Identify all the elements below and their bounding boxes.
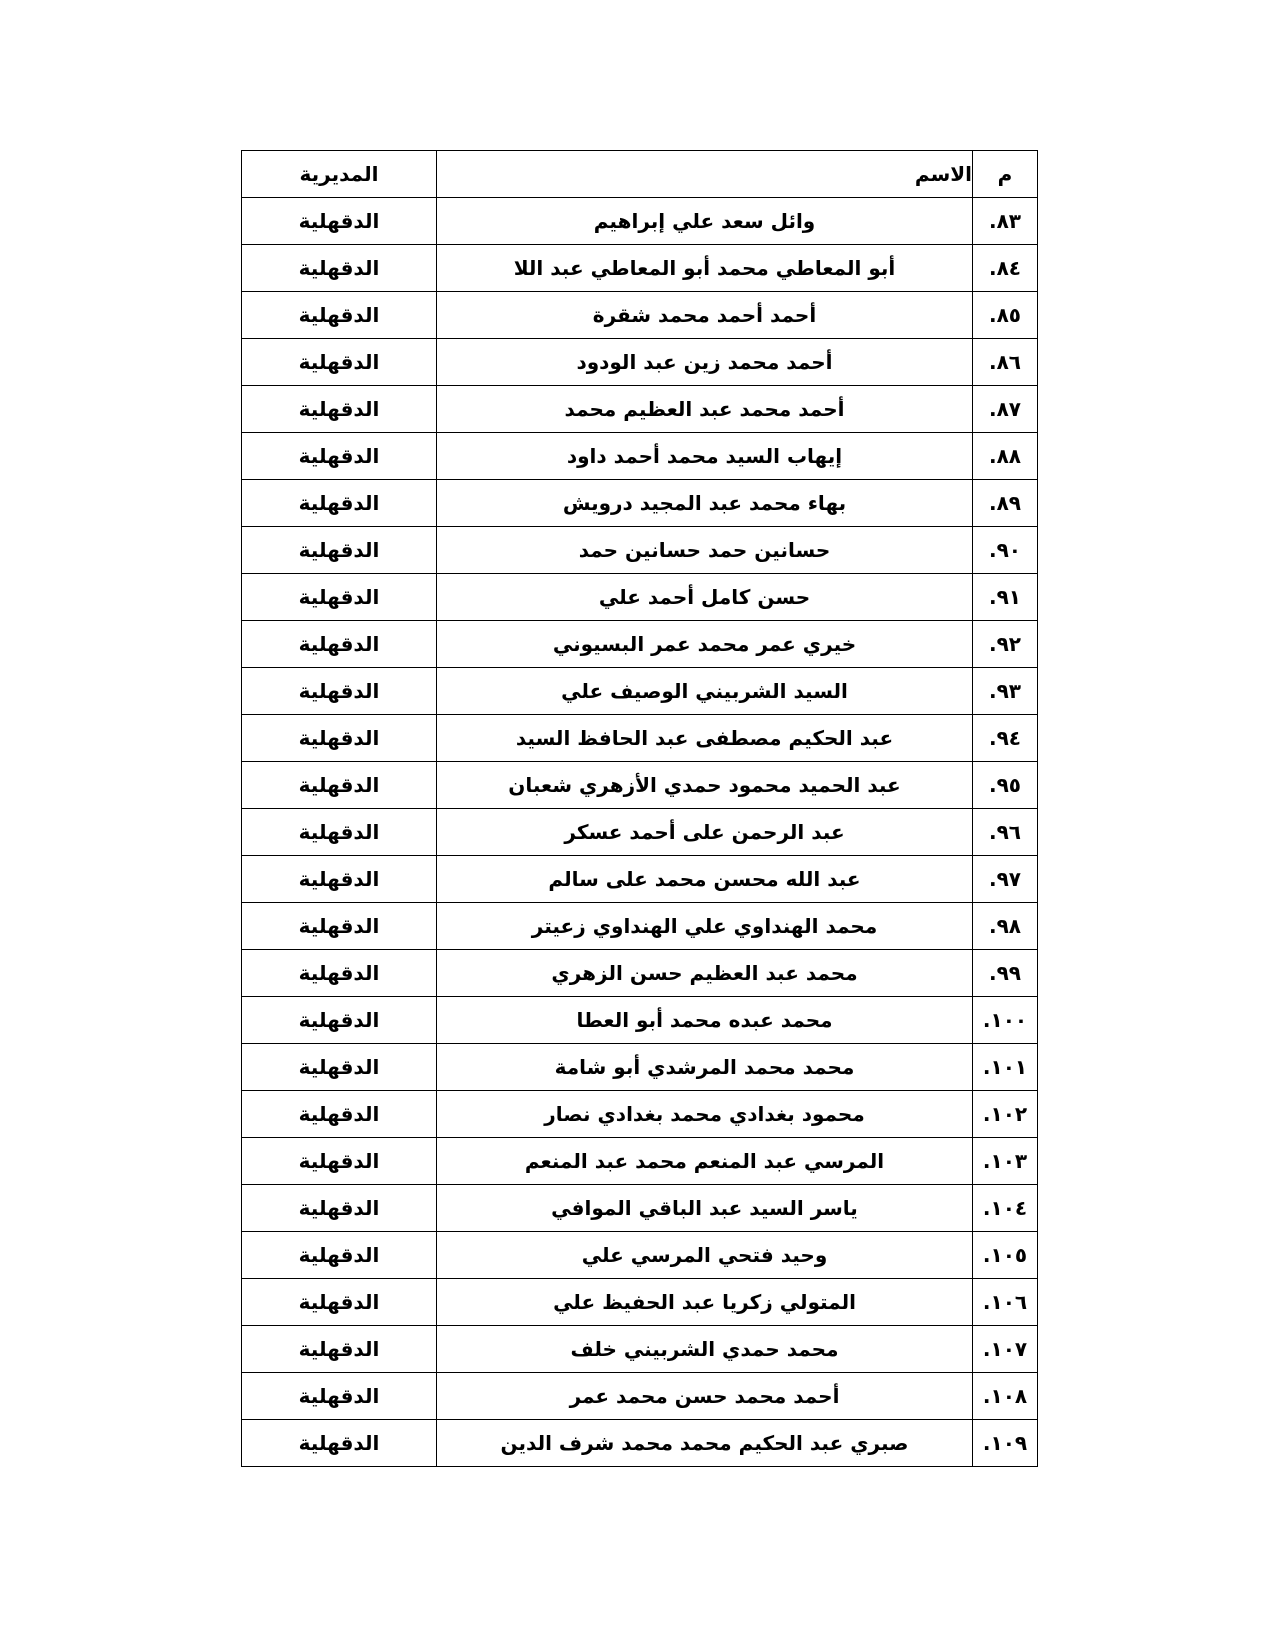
names-table	[241, 150, 1038, 1467]
person-name: إيهاب السيد محمد أحمد داود	[437, 433, 973, 480]
person-name: ياسر السيد عبد الباقي الموافي	[437, 1185, 973, 1232]
row-number: ١٠٤.	[973, 1185, 1038, 1232]
table-row	[242, 1279, 1038, 1326]
directorate: الدقهلية	[242, 621, 437, 668]
table-row	[242, 997, 1038, 1044]
row-number: ٨٤.	[973, 245, 1038, 292]
table-row	[242, 292, 1038, 339]
directorate: الدقهلية	[242, 1373, 437, 1420]
directorate: الدقهلية	[242, 480, 437, 527]
directorate: الدقهلية	[242, 856, 437, 903]
table-row	[242, 1091, 1038, 1138]
table-row	[242, 668, 1038, 715]
table-header	[242, 151, 1038, 198]
row-number: ٩٣.	[973, 668, 1038, 715]
directorate: الدقهلية	[242, 903, 437, 950]
table-row	[242, 1420, 1038, 1467]
table-row	[242, 715, 1038, 762]
table-row	[242, 1326, 1038, 1373]
person-name: السيد الشربيني الوصيف علي	[437, 668, 973, 715]
directorate: الدقهلية	[242, 762, 437, 809]
directorate: الدقهلية	[242, 950, 437, 997]
person-name: وحيد فتحي المرسي علي	[437, 1232, 973, 1279]
table-body	[242, 198, 1038, 1467]
person-name: بهاء محمد عبد المجيد درويش	[437, 480, 973, 527]
row-number: ١٠٢.	[973, 1091, 1038, 1138]
row-number: ٨٣.	[973, 198, 1038, 245]
table-row	[242, 1185, 1038, 1232]
directorate: الدقهلية	[242, 1185, 437, 1232]
header-row	[242, 151, 1038, 198]
row-number: ١٠١.	[973, 1044, 1038, 1091]
row-number: ٩٠.	[973, 527, 1038, 574]
row-number: ١٠٦.	[973, 1279, 1038, 1326]
person-name: عبد الحميد محمود حمدي الأزهري شعبان	[437, 762, 973, 809]
table-row	[242, 433, 1038, 480]
directorate: الدقهلية	[242, 1420, 437, 1467]
person-name: أحمد محمد زين عبد الودود	[437, 339, 973, 386]
table-row	[242, 856, 1038, 903]
person-name: حسن كامل أحمد علي	[437, 574, 973, 621]
person-name: أحمد محمد حسن محمد عمر	[437, 1373, 973, 1420]
row-number: ٨٩.	[973, 480, 1038, 527]
table-row	[242, 1373, 1038, 1420]
table-row	[242, 1232, 1038, 1279]
directorate: الدقهلية	[242, 1044, 437, 1091]
directorate: الدقهلية	[242, 1138, 437, 1185]
table-row	[242, 198, 1038, 245]
name-column-header: الاسم	[437, 151, 973, 198]
row-number: ٨٧.	[973, 386, 1038, 433]
table-row	[242, 527, 1038, 574]
table-row	[242, 245, 1038, 292]
directorate-column-header: المديرية	[242, 151, 437, 198]
row-number: ٩١.	[973, 574, 1038, 621]
directorate: الدقهلية	[242, 1279, 437, 1326]
directorate: الدقهلية	[242, 292, 437, 339]
directorate: الدقهلية	[242, 809, 437, 856]
row-number: ٩٦.	[973, 809, 1038, 856]
person-name: عبد الحكيم مصطفى عبد الحافظ السيد	[437, 715, 973, 762]
row-number: ٨٨.	[973, 433, 1038, 480]
person-name: المرسي عبد المنعم محمد عبد المنعم	[437, 1138, 973, 1185]
row-number: ١٠٣.	[973, 1138, 1038, 1185]
directorate: الدقهلية	[242, 1326, 437, 1373]
table-row	[242, 621, 1038, 668]
directorate: الدقهلية	[242, 339, 437, 386]
person-name: محمد حمدي الشربيني خلف	[437, 1326, 973, 1373]
directorate: الدقهلية	[242, 245, 437, 292]
person-name: وائل سعد علي إبراهيم	[437, 198, 973, 245]
person-name: محمد عبده محمد أبو العطا	[437, 997, 973, 1044]
row-number: ٩٨.	[973, 903, 1038, 950]
row-number: ١٠٥.	[973, 1232, 1038, 1279]
person-name: حسانين حمد حسانين حمد	[437, 527, 973, 574]
person-name: أحمد محمد عبد العظيم محمد	[437, 386, 973, 433]
row-number: ٨٥.	[973, 292, 1038, 339]
directorate: الدقهلية	[242, 715, 437, 762]
table-row	[242, 480, 1038, 527]
table-row	[242, 1044, 1038, 1091]
row-number: ٨٦.	[973, 339, 1038, 386]
person-name: محمد عبد العظيم حسن الزهري	[437, 950, 973, 997]
person-name: محمد محمد المرشدي أبو شامة	[437, 1044, 973, 1091]
row-number: ١٠٩.	[973, 1420, 1038, 1467]
directorate: الدقهلية	[242, 386, 437, 433]
row-number: ٩٩.	[973, 950, 1038, 997]
person-name: صبري عبد الحكيم محمد محمد شرف الدين	[437, 1420, 973, 1467]
table-row	[242, 950, 1038, 997]
person-name: محمد الهنداوي علي الهنداوي زعيتر	[437, 903, 973, 950]
directorate: الدقهلية	[242, 997, 437, 1044]
table-row	[242, 1138, 1038, 1185]
row-number: ٩٢.	[973, 621, 1038, 668]
directorate: الدقهلية	[242, 527, 437, 574]
row-number: ٩٧.	[973, 856, 1038, 903]
row-number: ٩٥.	[973, 762, 1038, 809]
directorate: الدقهلية	[242, 574, 437, 621]
person-name: عبد الله محسن محمد على سالم	[437, 856, 973, 903]
row-number: ١٠٨.	[973, 1373, 1038, 1420]
directorate: الدقهلية	[242, 668, 437, 715]
directorate: الدقهلية	[242, 1232, 437, 1279]
row-number: ١٠٧.	[973, 1326, 1038, 1373]
directorate: الدقهلية	[242, 198, 437, 245]
table-row	[242, 574, 1038, 621]
directorate: الدقهلية	[242, 1091, 437, 1138]
table-row	[242, 903, 1038, 950]
table-row	[242, 386, 1038, 433]
person-name: محمود بغدادي محمد بغدادي نصار	[437, 1091, 973, 1138]
number-column-header: م	[973, 151, 1038, 198]
table-row	[242, 809, 1038, 856]
person-name: أحمد أحمد محمد شقرة	[437, 292, 973, 339]
person-name: المتولي زكريا عبد الحفيظ علي	[437, 1279, 973, 1326]
person-name: خيري عمر محمد عمر البسيوني	[437, 621, 973, 668]
directorate: الدقهلية	[242, 433, 437, 480]
person-name: أبو المعاطي محمد أبو المعاطي عبد اللا	[437, 245, 973, 292]
table-row	[242, 339, 1038, 386]
row-number: ١٠٠.	[973, 997, 1038, 1044]
row-number: ٩٤.	[973, 715, 1038, 762]
table-row	[242, 762, 1038, 809]
person-name: عبد الرحمن على أحمد عسكر	[437, 809, 973, 856]
